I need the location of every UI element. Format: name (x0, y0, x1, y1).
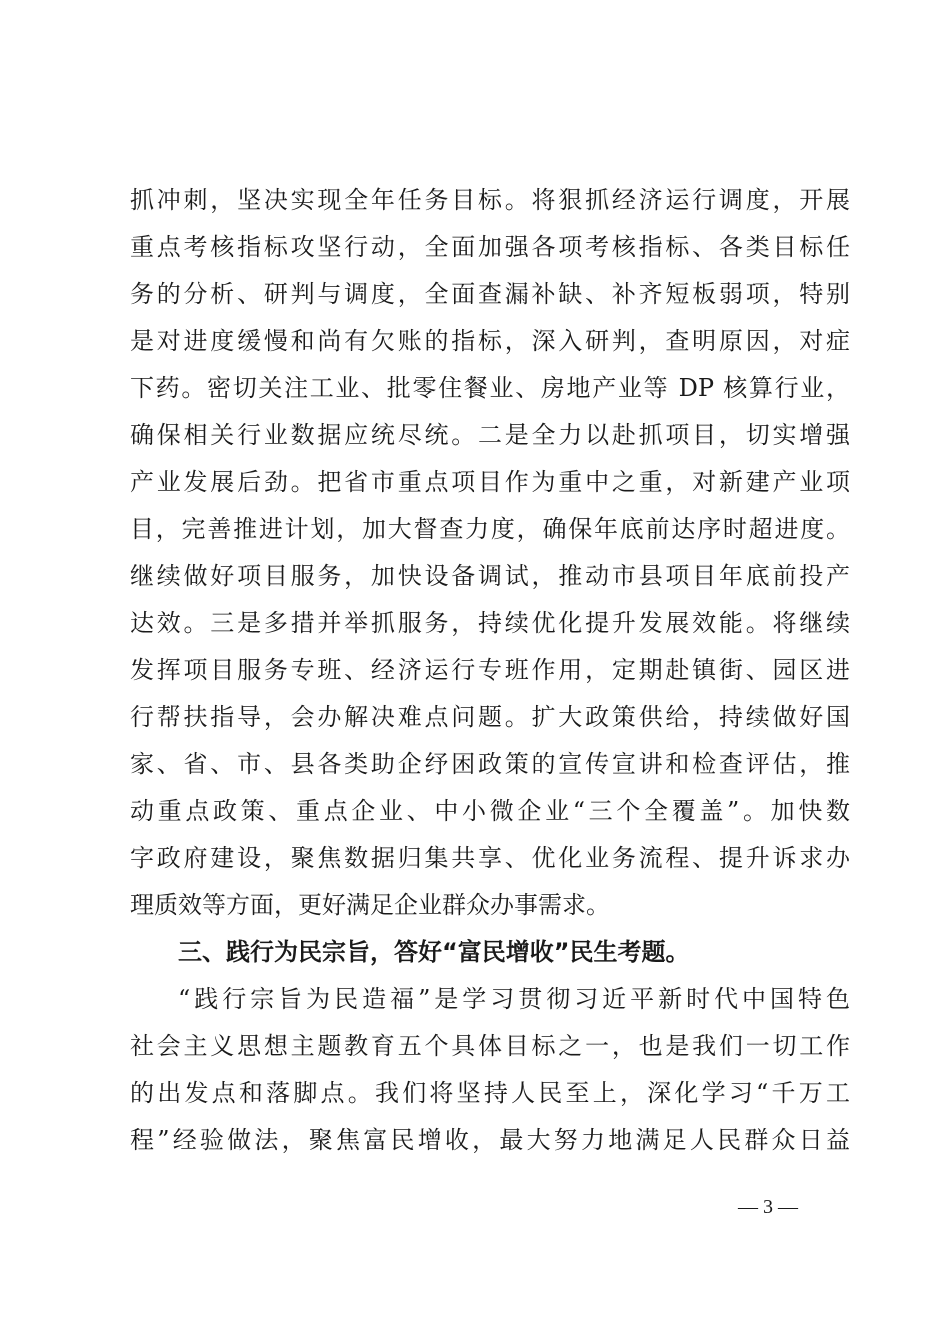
body-text-line: 产业发展后劲。把省市重点项目作为重中之重，对新建产业项 (130, 468, 850, 496)
body-text-line: 字政府建设，聚焦数据归集共享、优化业务流程、提升诉求办 (130, 844, 850, 872)
body-text-line: 动重点政策、重点企业、中小微企业“三个全覆盖”。加快数 (130, 797, 850, 825)
body-text-line: 目，完善推进计划，加大督查力度，确保年底前达序时超进度。 (130, 515, 850, 543)
body-text-line: 继续做好项目服务，加快设备调试，推动市县项目年底前投产 (130, 562, 850, 590)
body-text-line: 下药。密切关注工业、批零住餐业、房地产业等 DP 核算行业， (130, 374, 850, 402)
body-text-line: 行帮扶指导，会办解决难点问题。扩大政策供给，持续做好国 (130, 703, 850, 731)
body-text-line: 是对进度缓慢和尚有欠账的指标，深入研判，查明原因，对症 (130, 327, 850, 355)
body-text-line: “践行宗旨为民造福”是学习贯彻习近平新时代中国特色 (178, 985, 850, 1013)
body-text-line: 抓冲刺，坚决实现全年任务目标。将狠抓经济运行调度，开展 (130, 186, 850, 214)
page-number: — 3 — (738, 1196, 798, 1218)
body-text-line: 程”经验做法，聚焦富民增收，最大努力地满足人民群众日益 (130, 1126, 850, 1154)
body-text-line: 发挥项目服务专班、经济运行专班作用，定期赴镇街、园区进 (130, 656, 850, 684)
body-text-line: 重点考核指标攻坚行动，全面加强各项考核指标、各类目标任 (130, 233, 850, 261)
section-heading: 三、践行为民宗旨，答好“富民增收”民生考题。 (178, 938, 690, 966)
body-text-line: 确保相关行业数据应统尽统。二是全力以赴抓项目，切实增强 (130, 421, 850, 449)
body-text-line: 的出发点和落脚点。我们将坚持人民至上，深化学习“千万工 (130, 1079, 850, 1107)
body-text-line: 社会主义思想主题教育五个具体目标之一，也是我们一切工作 (130, 1032, 850, 1060)
body-text-line: 达效。三是多措并举抓服务，持续优化提升发展效能。将继续 (130, 609, 850, 637)
body-text-line: 务的分析、研判与调度，全面查漏补缺、补齐短板弱项，特别 (130, 280, 850, 308)
body-text-line: 理质效等方面，更好满足企业群众办事需求。 (130, 891, 610, 919)
body-text-line: 家、省、市、县各类助企纾困政策的宣传宣讲和检查评估，推 (130, 750, 850, 778)
